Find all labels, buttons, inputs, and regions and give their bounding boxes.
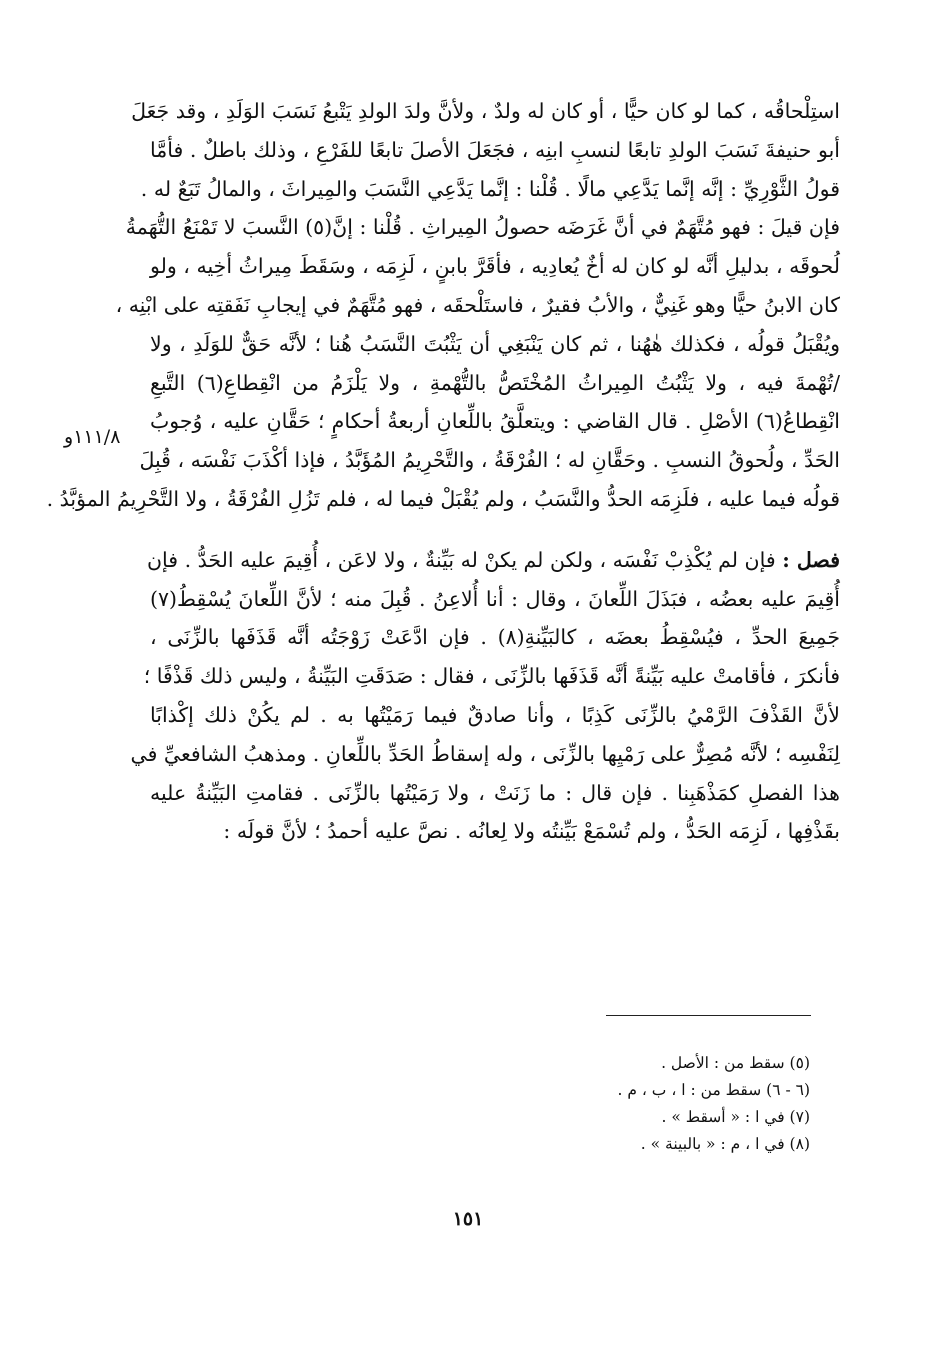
text-line: قولُه فيما عليه ، فلَزِمَه الحدُّ والنَّسَبُ ، ولم يُقْبَلْ فيما له ، فلم تَزُلِ الفُرْقَةُ ، ولا التَّحْرِيمُ المؤبَّدُ .	[46, 486, 840, 511]
footnote: (٦ - ٦) سقط من : ا ، ب ، م .	[617, 1081, 810, 1099]
text-line-content: فإن لم يُكْذِبْ نَفْسَه ، ولكن لم يكنْ له بَيِّنةٌ ، ولا لاعَن ، أُقِيمَ عليه الحَدُّ . فإن	[146, 547, 776, 572]
text-line	[146, 541, 840, 580]
text-line: قولُ الثَّوْرِيِّ : إنَّه إنَّما يَدَّعِي مالًا . قُلْنا : إنَّما يَدَّعِي النَّسَبَ والمِيراثَ ، والمالُ تَبَعٌ له .	[140, 176, 840, 201]
text-line: جَمِيعَ الحدِّ ، فيُسْقِطُ بعضَه ، كالبَيِّنةِ(٨) . فإن ادَّعَتْ زَوْجَتُه أنَّه قَذَفَها بالزِّنَى ،	[150, 625, 840, 650]
section-gap	[150, 519, 840, 541]
text-line: فإن قيلَ : فهو مُتَّهَمٌ في أنَّ غَرَضَه حصولُ المِيراثِ . قُلْنا : إنَّ(٥) النَّسبَ لا تَمْنَعُ التُّهَمةُ	[125, 215, 840, 240]
text-line: الحَدِّ ، ولُحوقُ النسبِ . وحَقَّانِ له ؛ الفُرْقَةُ ، والتَّحْرِيمُ المُؤَبَّدُ ، فإذا أكْذَبَ نَفْسَه ، قُبِلَ	[139, 448, 840, 473]
section-heading: فصل :	[782, 547, 840, 572]
text-line: أُقِيمَ عليه بعضُه ، فبَذَلَ اللِّعانَ ، وقال : أنا أُلاعِنُ . قُبِلَ منه ؛ لأنَّ اللِّعانَ يُسْقِطُ(٧)	[150, 586, 840, 611]
text-line: /تُهْمةَ فيه ، ولا يَثْبُتُ المِيراثُ المُخْتَصُّ بالتُّهْمةِ ، ولا يَلْزَمُ من انْقِطاعِ(٦) التَّبعِ	[150, 370, 840, 395]
footnotes	[500, 1050, 810, 1158]
text-line: فأنكرَ ، فأقامتْ عليه بَيِّنةً أنَّه قَذَفَها بالزِّنَى ، فقال : صَدَقَتِ البَيِّنةُ ، وليس ذلك قَذْفًا ؛	[143, 664, 840, 689]
text-line: لأنَّ القَذْفَ الرَّمْيُ بالزِّنَى كَذِبًا ، وأنا صادقٌ فيما رَمَيْتُها به . لم يكُنْ ذلك إكْذابًا	[150, 702, 840, 727]
footnote: (٧) في ا : « أسقط » .	[661, 1108, 810, 1126]
footnote: (٨) في ا ، م : « بالبينة » .	[640, 1135, 810, 1153]
paragraph-2	[130, 541, 840, 851]
text-line: انْقِطاعُ(٦) الأصْلِ . قال القاضي : ويتعلَّقُ باللِّعانِ أربعةُ أحكامٍ ؛ حَقَّانِ عليه ، وُجوبُ	[150, 409, 840, 434]
footnote: (٥) سقط من : الأصل .	[661, 1054, 810, 1072]
margin-folio-note: ١١١/٨و	[64, 426, 121, 448]
text-line: لِنَفْسِه ؛ لأنَّه مُصِرٌّ على رَمْيِها بالزِّنَى ، وله إسقاطُ الحَدِّ باللِّعانِ . ومذهبُ الشافعيِّ في	[130, 741, 840, 766]
footnote-divider	[606, 1015, 811, 1016]
text-line: أبو حنيفةَ نَسَبَ الولدِ تابعًا لنسبِ ابنِه ، فجَعَلَ الأصلَ تابعًا للفَرْعِ ، وذلك باطلٌ . فأمَّا	[150, 137, 840, 162]
text-line: ويُقْبَلُ قولُه ، فكذلك هٰهُنا ، ثم كان يَنْبَغِي أن يَثْبُتَ النَّسَبُ هُنا ؛ لأنَّه حَقٌّ للوَلَدِ ، ولا	[150, 331, 840, 356]
text-line: بقَذْفِها ، لَزِمَه الحَدُّ ، ولم تُسْمَعْ بَيِّنتُه ولا لِعانُه . نصَّ عليه أحمدُ ؛ لأنَّ قولَه :	[223, 819, 840, 844]
text-line: هذا الفصلِ كمَذْهَبِنا . فإن قال : ما زَنَتْ ، ولا رَمَيْتُها بالزِّنَى . فقامتِ البَيِّنةُ عليه	[150, 780, 840, 805]
page-number: ١٥١	[452, 1208, 484, 1230]
text-line: استِلْحاقُه ، كما لو كان حيًّا ، أو كان له ولدٌ ، ولأنَّ ولدَ الولدِ يَتْبعُ نَسَبَ الوَلَدِ ، وقد جَعَلَ	[131, 99, 840, 123]
text-line: كان الابنُ حيًّا وهو غَنِيٌّ ، والأبُ فقيرٌ ، فاستَلْحقَه ، فهو مُتَّهَمٌ في إيجابِ نَفَقتِه على ابْنِه ،	[115, 292, 840, 317]
text-line: لُحوقَه ، بدليلِ أنَّه لو كان له أخٌ يُعادِيه ، فأقَرَّ بابنٍ ، لَزِمَه ، وسَقَطَ مِيراثُ أخِيه ، ولو	[150, 254, 840, 279]
